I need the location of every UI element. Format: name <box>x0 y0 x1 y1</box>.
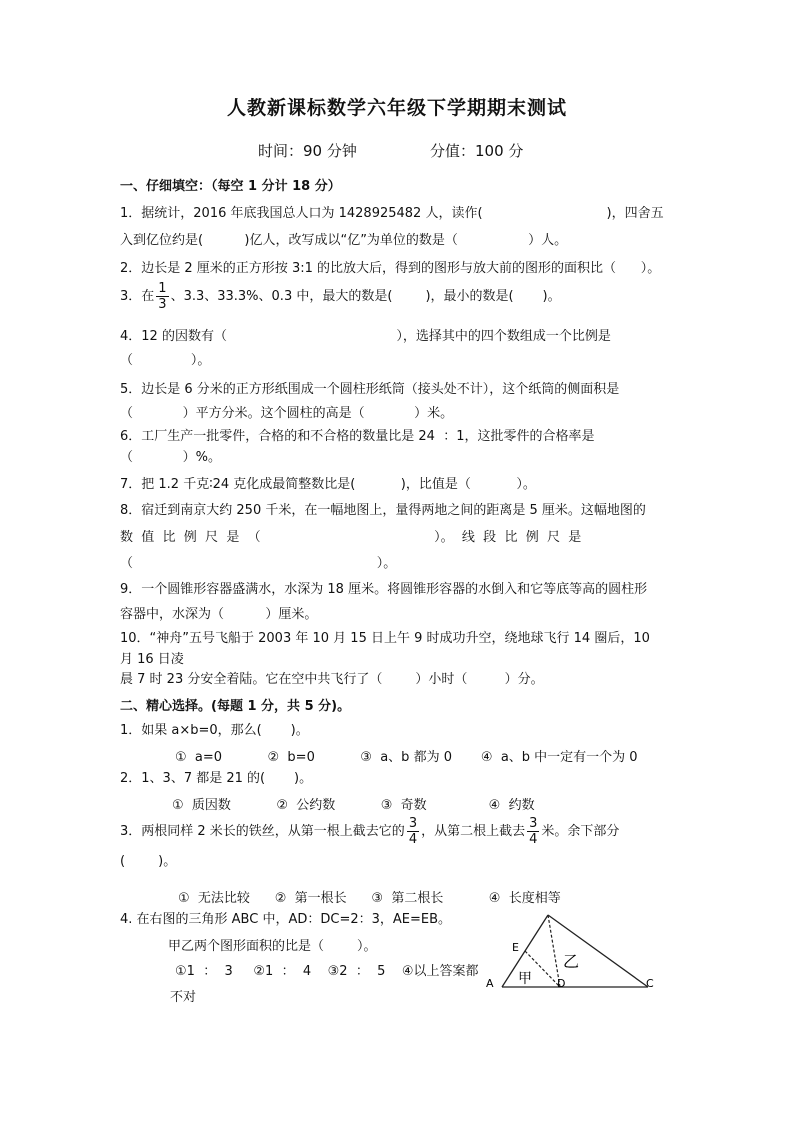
label-yi: 乙 <box>563 952 580 971</box>
choice-4-line-2: 甲乙两个图形面积的比是（ ）。 <box>168 939 377 954</box>
fraction-denominator: 4 <box>408 832 418 847</box>
question-3 <box>120 281 561 312</box>
question-8-line-2: 数 值 比 例 尺 是 （ ）。 线 段 比 例 尺 是 <box>120 530 582 545</box>
label-a: A <box>486 977 494 990</box>
question-10-line-3: 晨 7 时 23 分安全着陆。它在空中共飞行了（ ）小时（ ）分。 <box>120 672 544 687</box>
question-4-line-1: 4．12 的因数有（ ），选择其中的四个数组成一个比例是 <box>120 329 611 344</box>
fraction <box>156 281 168 312</box>
score-label: 分值：100 分 <box>430 142 524 160</box>
choice-2: 2．1、3、7 都是 21 的( )。 <box>120 771 313 786</box>
question-2: 2．边长是 2 厘米的正方形按 3:1 的比放大后，得到的图形与放大前的图形的面积比（ ）。 <box>120 261 661 276</box>
choice-3 <box>120 816 619 847</box>
question-1-line-1: 1．据统计，2016 年底我国总人口为 1428925482 人，读作( )，四舍五 <box>120 206 664 221</box>
label-e: E <box>512 941 519 954</box>
question-4-line-2: （ ）。 <box>120 353 211 368</box>
question-8-line-1: 8．宿迁到南京大约 250 千米，在一幅地图上，量得两地之间的距离是 5 厘米。这幅地图的 <box>120 503 646 518</box>
question-3-prefix: 3．在 <box>120 289 155 304</box>
fraction-numerator: 1 <box>158 281 167 296</box>
question-6-line-1: 6．工厂生产一批零件，合格的和不合格的数量比是 24 ：1，这批零件的合格率是 <box>120 429 595 444</box>
choice-1-options: ① a=0 ② b=0 ③ a、b 都为 0 ④ a、b 中一定有一个为 0 <box>175 750 638 765</box>
choice-3-prefix: 3．两根同样 2 米长的铁丝，从第一根上截去它的 <box>120 824 405 839</box>
section1-heading: 一、仔细填空：（每空 1 分计 18 分） <box>120 179 341 194</box>
question-9-line-2: 容器中，水深为（ ）厘米。 <box>120 607 318 622</box>
fraction <box>527 816 539 847</box>
question-1-line-2: 入到亿位约是( )亿人，改写成以“亿”为单位的数是（ ）人。 <box>120 233 568 248</box>
label-d: D <box>557 977 566 990</box>
question-10-line-2: 月 16 日凌 <box>120 652 184 667</box>
question-5-line-2: （ ）平方分米。这个圆柱的高是（ ）米。 <box>120 406 454 421</box>
choice-1: 1．如果 a×b=0，那么( )。 <box>120 723 309 738</box>
choice-2-options: ① 质因数 ② 公约数 ③ 奇数 ④ 约数 <box>172 798 535 813</box>
label-jia: 甲 <box>518 971 532 987</box>
question-9-line-1: 9．一个圆锥形容器盛满水，水深为 18 厘米。将圆锥形容器的水倒入和它等底等高的圆柱形 <box>120 582 648 597</box>
page-title: 人教新课标数学六年级下学期期末测试 <box>226 97 567 119</box>
fraction <box>407 816 419 847</box>
question-8-line-3: （ ）。 <box>120 556 397 571</box>
choice-3-suffix: 米。余下部分 <box>541 824 620 839</box>
choice-3-options: ① 无法比较 ② 第一根长 ③ 第二根长 ④ 长度相等 <box>178 891 561 906</box>
question-6-line-2: （ ）%。 <box>120 450 221 465</box>
question-5-line-1: 5．边长是 6 分米的正方形纸围成一个圆柱形纸筒（接头处不计），这个纸筒的侧面积是 <box>120 382 620 397</box>
question-7: 7．把 1.2 千克∶24 克化成最简整数比是( )，比值是（ ）。 <box>120 477 536 492</box>
fraction-denominator: 4 <box>529 832 538 847</box>
choice-4-options: ①1 ： 3 ②1 ： 4 ③2 ： 5 ④以上答案都 <box>175 964 479 979</box>
fraction-numerator: 3 <box>408 816 418 831</box>
fraction-denominator: 3 <box>158 297 167 312</box>
fraction-numerator: 3 <box>529 816 538 831</box>
choice-3-middle: ，从第二根上截去 <box>421 824 526 839</box>
question-3-suffix: 、3.3、33.3%、0.3 中，最大的数是( )，最小的数是( )。 <box>170 289 561 304</box>
choice-4-line-1: 4. 在右图的三角形 ABC 中，AD：DC=2：3，AE=EB。 <box>120 912 452 927</box>
triangle-figure <box>480 905 660 1000</box>
choice-3-blank: ( )。 <box>120 854 177 869</box>
choice-4-options-cont: 不对 <box>170 990 197 1005</box>
question-10-line-1: 10．“神舟”五号飞船于 2003 年 10 月 15 日上午 9 时成功升空，绕地球飞行 14 圈后，10 <box>120 631 650 646</box>
label-c: C <box>646 977 654 990</box>
time-label: 时间：90 分钟 <box>258 142 357 160</box>
section2-heading: 二、精心选择。(每题 1 分，共 5 分)。 <box>120 699 351 714</box>
